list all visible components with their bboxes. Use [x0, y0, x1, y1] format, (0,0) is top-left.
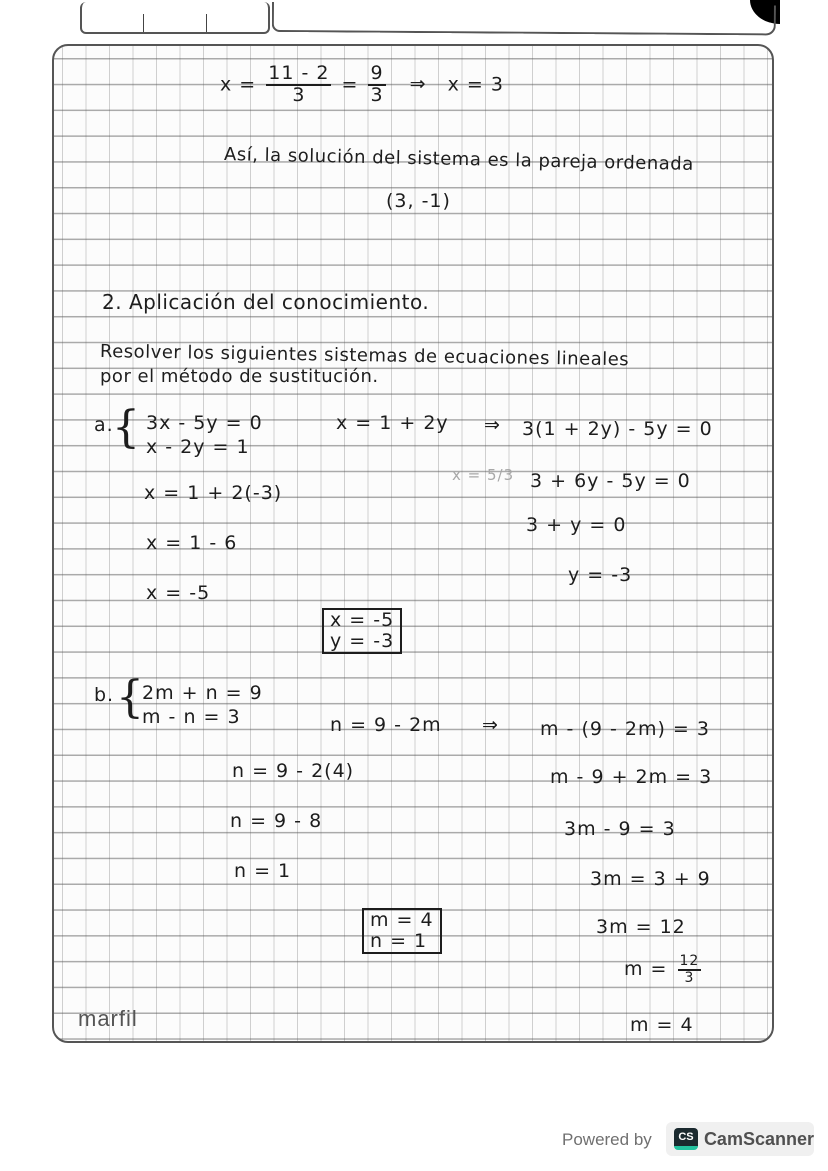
title-box [272, 2, 776, 36]
problem-a-label: a. [94, 414, 114, 436]
problem-b-right-step-1: m - 9 + 2m = 3 [550, 766, 713, 788]
instruction-line-1: Resolver los siguientes sistemas de ecuaciones lineales [99, 341, 630, 371]
answer-n: n = 1 [370, 930, 428, 952]
answer-y: y = -3 [330, 630, 395, 652]
answer-m: m = 4 [370, 909, 434, 931]
fraction-12-over-3: $\frac{12}{3}$ [679, 953, 700, 986]
problem-b-substitute: m - (9 - 2m) = 3 [540, 718, 710, 740]
problem-b-fraction-step: m = $\frac{12}{3}$ [624, 953, 700, 986]
intro-equation: x = $\frac{11 - 2}{3}$ = $\frac{9}{3}$ ⇒ x = 3 [220, 62, 504, 106]
implies-arrow: ⇒ [409, 73, 427, 96]
problem-a-substitute: 3(1 + 2y) - 5y = 0 [522, 418, 713, 440]
problem-b-label: b. [94, 684, 115, 706]
faint-scribble: x = 5/3 [452, 466, 515, 484]
problem-b-left-step-2: n = 9 - 8 [230, 810, 323, 832]
camscanner-name: CamScanner [703, 1128, 814, 1149]
section-heading: 2. Aplicación del conocimiento. [102, 290, 430, 314]
problem-b-right-step-2: 3m - 9 = 3 [564, 818, 676, 840]
problem-b-isolate: n = 9 - 2m [330, 714, 442, 736]
intro-lhs: x = [220, 73, 257, 96]
implies-arrow: ⇒ [482, 714, 499, 736]
problem-b-answer-box [362, 908, 442, 954]
intro-fraction-2: $\frac{9}{3}$ [370, 62, 384, 106]
problem-a-right-step-1: 3 + 6y - 5y = 0 [530, 470, 691, 492]
problem-a-eq2: x - 2y = 1 [146, 436, 250, 458]
problem-a-left-step-1: x = 1 + 2(-3) [144, 482, 283, 504]
problem-a-right-step-3: y = -3 [568, 564, 633, 586]
camscanner-logo-icon: CS [674, 1128, 698, 1150]
problem-b-left-step-1: n = 9 - 2(4) [232, 760, 355, 782]
problem-a-right-step-2: 3 + y = 0 [526, 514, 627, 536]
date-month-field [144, 14, 206, 32]
brace-icon: { [112, 402, 140, 453]
conclusion-text: Así, la solución del sistema es la pareja ordenada [223, 144, 694, 175]
date-box [80, 2, 270, 34]
problem-b-eq2: m - n = 3 [142, 706, 241, 728]
notebook-page [52, 44, 774, 1043]
problem-a-isolate: x = 1 + 2y [336, 412, 449, 434]
intro-fraction-1: $\frac{11 - 2}{3}$ [268, 62, 330, 106]
problem-a-answer-box [322, 608, 402, 654]
date-year-field [207, 14, 268, 32]
intro-result: x = 3 [447, 73, 504, 96]
problem-b-final-right: m = 4 [630, 1014, 694, 1036]
problem-b-left-step-3: n = 1 [234, 860, 292, 882]
problem-b-right-step-3: 3m = 3 + 9 [590, 868, 711, 890]
implies-arrow: ⇒ [484, 414, 501, 436]
problem-a-eq1: 3x - 5y = 0 [146, 412, 263, 434]
ordered-pair: (3, -1) [386, 190, 451, 212]
problem-a-left-step-3: x = -5 [146, 582, 211, 604]
notebook-brand-logo: marfil [78, 1006, 138, 1031]
instruction-line-2: por el método de sustitución. [100, 366, 379, 387]
problem-a-left-step-2: x = 1 - 6 [146, 532, 238, 554]
date-day-field [82, 14, 144, 32]
powered-by-label: Powered by [562, 1130, 652, 1149]
answer-x: x = -5 [330, 609, 395, 631]
problem-b-right-step-4: 3m = 12 [596, 916, 686, 938]
camscanner-badge[interactable] [666, 1122, 814, 1156]
problem-b-eq1: 2m + n = 9 [142, 682, 263, 704]
brace-icon: { [116, 672, 144, 723]
